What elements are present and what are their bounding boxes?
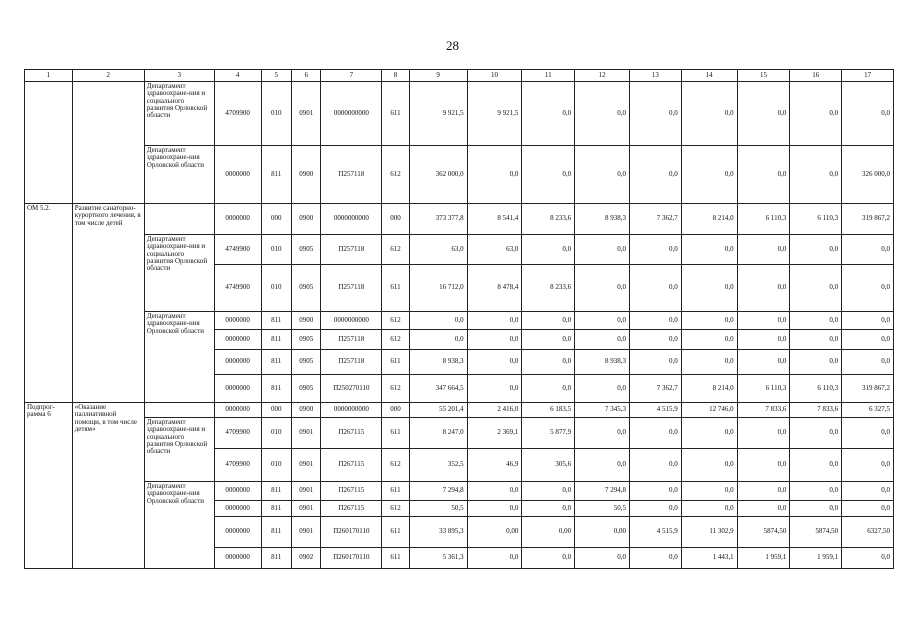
code-cell: 010	[261, 235, 291, 265]
amount-cell: 305,6	[522, 449, 575, 482]
amount-cell: 0,0	[737, 265, 790, 312]
amount-cell: 319 867,2	[842, 375, 894, 403]
executor-cell	[144, 403, 214, 418]
amount-cell: 0,00	[575, 517, 630, 548]
amount-cell: 0,0	[629, 146, 681, 204]
code-cell: П257118	[321, 330, 382, 350]
amount-cell: 8 541,4	[467, 204, 522, 235]
amount-cell: 0,0	[681, 501, 737, 517]
amount-cell: 0,0	[681, 82, 737, 146]
amount-cell: 7 294,8	[409, 482, 467, 501]
amount-cell: 0,0	[522, 146, 575, 204]
amount-cell: 0,0	[842, 312, 894, 330]
amount-cell: 2 369,1	[467, 418, 522, 449]
code-cell: 0900	[291, 146, 320, 204]
amount-cell: 0,0	[790, 146, 842, 204]
amount-cell: 63,0	[467, 235, 522, 265]
code-cell: 0000000	[214, 146, 261, 204]
code-cell: 0000000000	[321, 204, 382, 235]
column-header: 2	[72, 70, 144, 82]
program-name-cell: Развитие санаторно-курортного лечения, в том числе детей	[72, 204, 144, 403]
code-cell: 611	[382, 418, 409, 449]
amount-cell: 0,0	[522, 82, 575, 146]
amount-cell: 0,0	[575, 375, 630, 403]
code-cell: 811	[261, 501, 291, 517]
table-row	[25, 312, 894, 330]
code-cell: 0905	[291, 375, 320, 403]
amount-cell: 0,0	[842, 501, 894, 517]
code-cell: 0905	[291, 265, 320, 312]
amount-cell: 0,0	[737, 146, 790, 204]
amount-cell: 0,0	[575, 548, 630, 569]
column-header: 7	[321, 70, 382, 82]
code-cell: 0000000000	[321, 403, 382, 418]
amount-cell: 0,0	[629, 350, 681, 375]
code-cell: 0000000	[214, 204, 261, 235]
amount-cell: 0,00	[522, 517, 575, 548]
amount-cell: 16 712,0	[409, 265, 467, 312]
amount-cell: 0,0	[467, 350, 522, 375]
amount-cell: 347 664,5	[409, 375, 467, 403]
amount-cell: 8 214,0	[681, 375, 737, 403]
code-cell: 4709900	[214, 418, 261, 449]
amount-cell: 0,0	[629, 449, 681, 482]
amount-cell: 33 895,3	[409, 517, 467, 548]
amount-cell: 5 877,9	[522, 418, 575, 449]
code-cell: 010	[261, 265, 291, 312]
code-cell: 010	[261, 418, 291, 449]
code-cell: 811	[261, 548, 291, 569]
amount-cell: 0,0	[467, 312, 522, 330]
amount-cell: 0,0	[842, 482, 894, 501]
column-header: 5	[261, 70, 291, 82]
amount-cell: 0,0	[629, 235, 681, 265]
amount-cell: 0,0	[629, 482, 681, 501]
amount-cell: 0,0	[842, 235, 894, 265]
column-header: 8	[382, 70, 409, 82]
amount-cell: 7 833,6	[737, 403, 790, 418]
code-cell: 4749900	[214, 265, 261, 312]
executor-cell: Департамент здравоохране-ния и социального развития Орловской области	[144, 418, 214, 482]
amount-cell: 6 110,3	[790, 204, 842, 235]
column-header: 16	[790, 70, 842, 82]
code-cell: 0000000000	[321, 312, 382, 330]
amount-cell: 0,0	[522, 482, 575, 501]
program-code-cell: Подпрог-рамма 6	[25, 403, 73, 569]
amount-cell: 6 110,3	[790, 375, 842, 403]
amount-cell: 0,0	[575, 265, 630, 312]
code-cell: 612	[382, 330, 409, 350]
amount-cell: 0,0	[681, 146, 737, 204]
code-cell: 010	[261, 82, 291, 146]
amount-cell: 0,0	[409, 330, 467, 350]
program-code-cell: ОМ 5.2.	[25, 204, 73, 403]
column-header: 14	[681, 70, 737, 82]
amount-cell: 0,00	[467, 517, 522, 548]
amount-cell: 0,0	[467, 548, 522, 569]
amount-cell: 0,0	[842, 82, 894, 146]
amount-cell: 0,0	[790, 82, 842, 146]
code-cell: 0000000	[214, 548, 261, 569]
amount-cell: 0,0	[629, 548, 681, 569]
table-row	[25, 235, 894, 265]
code-cell: 612	[382, 501, 409, 517]
table-row	[25, 482, 894, 501]
amount-cell: 8 938,3	[575, 204, 630, 235]
amount-cell: 7 362,7	[629, 375, 681, 403]
amount-cell: 0,0	[790, 235, 842, 265]
code-cell: 811	[261, 375, 291, 403]
column-header: 17	[842, 70, 894, 82]
code-cell: 0905	[291, 235, 320, 265]
amount-cell: 8 233,6	[522, 204, 575, 235]
page-number: 28	[446, 38, 459, 53]
code-cell: 000	[261, 204, 291, 235]
amount-cell: 0,0	[790, 312, 842, 330]
amount-cell: 11 302,9	[681, 517, 737, 548]
amount-cell: 0,0	[737, 350, 790, 375]
column-header: 9	[409, 70, 467, 82]
table-row	[25, 418, 894, 449]
amount-cell: 0,0	[522, 350, 575, 375]
amount-cell: 0,0	[522, 548, 575, 569]
amount-cell: 0,0	[790, 418, 842, 449]
table-row	[25, 146, 894, 204]
code-cell: П267115	[321, 482, 382, 501]
code-cell: 612	[382, 375, 409, 403]
amount-cell: 0,0	[629, 265, 681, 312]
code-cell: 0000000000	[321, 82, 382, 146]
amount-cell: 0,0	[575, 235, 630, 265]
amount-cell: 2 416,0	[467, 403, 522, 418]
amount-cell: 8 233,6	[522, 265, 575, 312]
amount-cell: 6 327,5	[842, 403, 894, 418]
table-row	[25, 204, 894, 235]
code-cell: 811	[261, 350, 291, 375]
amount-cell: 319 867,2	[842, 204, 894, 235]
code-cell: П260170110	[321, 548, 382, 569]
amount-cell: 0,0	[842, 350, 894, 375]
table-row	[25, 403, 894, 418]
code-cell: 611	[382, 482, 409, 501]
amount-cell: 0,0	[575, 312, 630, 330]
amount-cell: 0,0	[629, 82, 681, 146]
code-cell: П267115	[321, 418, 382, 449]
amount-cell: 0,0	[575, 449, 630, 482]
amount-cell: 0,0	[737, 449, 790, 482]
code-cell: 811	[261, 330, 291, 350]
code-cell: 0905	[291, 350, 320, 375]
program-name-cell	[72, 82, 144, 204]
code-cell: 0901	[291, 482, 320, 501]
code-cell: 0901	[291, 418, 320, 449]
amount-cell: 0,0	[681, 235, 737, 265]
amount-cell: 0,0	[522, 501, 575, 517]
executor-cell: Департамент здравоохране-ния Орловской области	[144, 482, 214, 569]
column-header: 6	[291, 70, 320, 82]
amount-cell: 0,0	[467, 375, 522, 403]
code-cell: П257118	[321, 265, 382, 312]
code-cell: 811	[261, 482, 291, 501]
amount-cell: 8 938,3	[409, 350, 467, 375]
executor-cell: Департамент здравоохране-ния и социального развития Орловской области	[144, 82, 214, 146]
amount-cell: 12 746,0	[681, 403, 737, 418]
code-cell: 612	[382, 449, 409, 482]
code-cell: 0000000	[214, 517, 261, 548]
code-cell: 4749900	[214, 235, 261, 265]
column-header: 3	[144, 70, 214, 82]
amount-cell: 8 478,4	[467, 265, 522, 312]
amount-cell: 50,5	[575, 501, 630, 517]
amount-cell: 0,0	[575, 82, 630, 146]
amount-cell: 0,0	[575, 418, 630, 449]
amount-cell: 0,0	[522, 330, 575, 350]
code-cell: П250270110	[321, 375, 382, 403]
amount-cell: 9 921,5	[409, 82, 467, 146]
column-header: 11	[522, 70, 575, 82]
code-cell: 612	[382, 312, 409, 330]
amount-cell: 0,0	[790, 350, 842, 375]
amount-cell: 0,0	[629, 418, 681, 449]
amount-cell: 5874,50	[737, 517, 790, 548]
amount-cell: 8 214,0	[681, 204, 737, 235]
amount-cell: 362 000,0	[409, 146, 467, 204]
amount-cell: 0,0	[409, 312, 467, 330]
code-cell: 4709900	[214, 82, 261, 146]
column-header: 1	[25, 70, 73, 82]
code-cell: 611	[382, 82, 409, 146]
amount-cell: 0,0	[575, 146, 630, 204]
amount-cell: 5874,50	[790, 517, 842, 548]
code-cell: 0900	[291, 403, 320, 418]
amount-cell: 352,5	[409, 449, 467, 482]
amount-cell: 7 833,6	[790, 403, 842, 418]
amount-cell: 0,0	[629, 330, 681, 350]
code-cell: 611	[382, 548, 409, 569]
amount-cell: 0,0	[681, 350, 737, 375]
header-row	[25, 70, 894, 82]
code-cell: 611	[382, 517, 409, 548]
amount-cell: 0,0	[842, 265, 894, 312]
code-cell: П257118	[321, 235, 382, 265]
amount-cell: 0,0	[575, 330, 630, 350]
code-cell: 0901	[291, 449, 320, 482]
code-cell: 811	[261, 146, 291, 204]
amount-cell: 0,0	[681, 312, 737, 330]
executor-cell	[144, 204, 214, 235]
amount-cell: 0,0	[737, 482, 790, 501]
amount-cell: 0,0	[522, 235, 575, 265]
code-cell: 4709900	[214, 449, 261, 482]
code-cell: 0900	[291, 312, 320, 330]
amount-cell: 4 515,9	[629, 403, 681, 418]
executor-cell: Департамент здравоохране-ния и социального развития Орловской области	[144, 235, 214, 312]
executor-cell: Департамент здравоохране-ния Орловской области	[144, 312, 214, 403]
amount-cell: 6 110,3	[737, 204, 790, 235]
amount-cell: 5 361,3	[409, 548, 467, 569]
code-cell: 611	[382, 350, 409, 375]
amount-cell: 0,0	[629, 501, 681, 517]
code-cell: 811	[261, 517, 291, 548]
amount-cell: 326 000,0	[842, 146, 894, 204]
executor-cell: Департамент здравоохране-ния Орловской области	[144, 146, 214, 204]
amount-cell: 0,0	[681, 330, 737, 350]
code-cell: 0000000	[214, 330, 261, 350]
column-header: 15	[737, 70, 790, 82]
amount-cell: 7 294,8	[575, 482, 630, 501]
code-cell: 0000000	[214, 312, 261, 330]
code-cell: 0000000	[214, 501, 261, 517]
amount-cell: 0,0	[467, 146, 522, 204]
amount-cell: 0,0	[790, 482, 842, 501]
amount-cell: 0,0	[737, 330, 790, 350]
amount-cell: 0,0	[790, 330, 842, 350]
code-cell: 0905	[291, 330, 320, 350]
amount-cell: 0,0	[681, 418, 737, 449]
table-row	[25, 82, 894, 146]
amount-cell: 0,0	[467, 330, 522, 350]
code-cell: 612	[382, 235, 409, 265]
code-cell: П267115	[321, 449, 382, 482]
code-cell: П267115	[321, 501, 382, 517]
amount-cell: 0,0	[790, 265, 842, 312]
amount-cell: 0,0	[842, 449, 894, 482]
amount-cell: 0,0	[467, 482, 522, 501]
code-cell: 611	[382, 265, 409, 312]
code-cell: 612	[382, 146, 409, 204]
amount-cell: 1 443,1	[681, 548, 737, 569]
code-cell: 000	[382, 403, 409, 418]
code-cell: 000	[261, 403, 291, 418]
amount-cell: 1 959,1	[790, 548, 842, 569]
code-cell: 0000000	[214, 482, 261, 501]
budget-table	[24, 69, 894, 569]
amount-cell: 0,0	[737, 82, 790, 146]
column-header: 13	[629, 70, 681, 82]
code-cell: 0901	[291, 501, 320, 517]
amount-cell: 0,0	[522, 375, 575, 403]
amount-cell: 0,0	[681, 482, 737, 501]
amount-cell: 6327,50	[842, 517, 894, 548]
code-cell: П257118	[321, 350, 382, 375]
amount-cell: 6 110,3	[737, 375, 790, 403]
amount-cell: 0,0	[629, 312, 681, 330]
amount-cell: 50,5	[409, 501, 467, 517]
program-code-cell	[25, 82, 73, 204]
amount-cell: 0,0	[842, 418, 894, 449]
amount-cell: 0,0	[522, 312, 575, 330]
code-cell: 0901	[291, 517, 320, 548]
column-header: 4	[214, 70, 261, 82]
code-cell: 0000000	[214, 403, 261, 418]
amount-cell: 7 345,3	[575, 403, 630, 418]
amount-cell: 0,0	[842, 548, 894, 569]
code-cell: 0900	[291, 204, 320, 235]
program-name-cell: «Оказание паллиативной помощи, в том числе детям»	[72, 403, 144, 569]
amount-cell: 46,9	[467, 449, 522, 482]
amount-cell: 0,0	[681, 449, 737, 482]
code-cell: 0902	[291, 548, 320, 569]
code-cell: 0000000	[214, 350, 261, 375]
amount-cell: 0,0	[737, 235, 790, 265]
code-cell: 000	[382, 204, 409, 235]
code-cell: 0901	[291, 82, 320, 146]
amount-cell: 7 362,7	[629, 204, 681, 235]
amount-cell: 0,0	[790, 501, 842, 517]
amount-cell: 1 959,1	[737, 548, 790, 569]
code-cell: П260170110	[321, 517, 382, 548]
amount-cell: 0,0	[737, 418, 790, 449]
amount-cell: 63,0	[409, 235, 467, 265]
amount-cell: 6 183,5	[522, 403, 575, 418]
code-cell: 010	[261, 449, 291, 482]
code-cell: П257118	[321, 146, 382, 204]
amount-cell: 8 938,3	[575, 350, 630, 375]
amount-cell: 8 247,0	[409, 418, 467, 449]
amount-cell: 9 921,5	[467, 82, 522, 146]
amount-cell: 0,0	[737, 312, 790, 330]
amount-cell: 0,0	[681, 265, 737, 312]
amount-cell: 373 377,8	[409, 204, 467, 235]
amount-cell: 0,0	[790, 449, 842, 482]
amount-cell: 0,0	[842, 330, 894, 350]
amount-cell: 55 201,4	[409, 403, 467, 418]
code-cell: 0000000	[214, 375, 261, 403]
code-cell: 811	[261, 312, 291, 330]
amount-cell: 4 515,9	[629, 517, 681, 548]
amount-cell: 0,0	[467, 501, 522, 517]
amount-cell: 0,0	[737, 501, 790, 517]
column-header: 12	[575, 70, 630, 82]
column-header: 10	[467, 70, 522, 82]
